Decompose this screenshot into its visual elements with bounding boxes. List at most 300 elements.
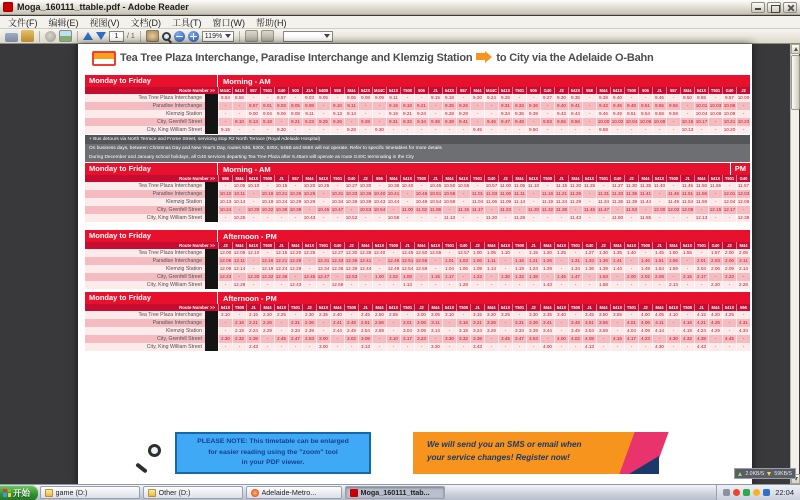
time-cell: 2.46: [344, 319, 358, 327]
time-cell: -: [680, 257, 694, 265]
taskbar-item-other[interactable]: Other (D:): [143, 486, 243, 499]
time-cell: 10.26: [289, 191, 302, 196]
route-number-cell: 541X: [428, 242, 442, 249]
time-cell: 4.20: [708, 311, 722, 319]
time-cell: -: [456, 190, 470, 198]
time-cell: 11.59: [695, 199, 708, 204]
time-cell: -: [568, 343, 582, 351]
save-icon[interactable]: [21, 30, 34, 42]
time-cell: 11.14: [513, 199, 526, 204]
scroll-up-button[interactable]: [791, 44, 800, 54]
time-cell: 2.30: [218, 335, 232, 343]
time-cell: 3.15: [470, 311, 484, 319]
route-number-cell: J1: [428, 87, 442, 94]
route-number-cell: G40: [708, 242, 722, 249]
tray-icon-2[interactable]: [733, 489, 740, 496]
time-cell: 3.38: [470, 335, 484, 343]
zone-box: [205, 311, 218, 319]
time-cell: 10.27: [345, 183, 358, 188]
time-cell: 11.38: [555, 207, 568, 212]
time-cell: 12.28: [233, 282, 246, 287]
time-cell: 3.16: [456, 319, 470, 327]
route-number-cell: M44: [330, 304, 344, 311]
time-cell: -: [736, 126, 750, 134]
taskbar-item-pdf-active[interactable]: Moga_160111_ttab...: [345, 486, 445, 499]
time-cell: 1.20: [540, 249, 554, 257]
time-cell: 2.26: [260, 319, 274, 327]
time-cell: 11.15: [457, 207, 470, 212]
time-cell: 3.46: [568, 319, 582, 327]
time-cell: 9.03: [274, 102, 288, 110]
route-number-cell: 541X: [708, 175, 722, 182]
time-cell: 10.26: [303, 191, 316, 196]
previous-view-icon[interactable]: [45, 31, 56, 42]
time-cell: 12.16: [261, 258, 274, 263]
time-cell: 12.38: [737, 215, 750, 220]
route-number-cell: M44: [512, 175, 526, 182]
time-cell: -: [568, 206, 582, 214]
time-cell: 12.47: [317, 274, 330, 279]
time-cell: 3.59: [596, 327, 610, 335]
zoom-in-button[interactable]: [188, 31, 199, 42]
network-speed-widget[interactable]: [734, 468, 796, 479]
time-cell: 9.39: [526, 110, 540, 118]
time-cell: 1.58: [596, 281, 610, 289]
time-cell: 8.54: [218, 94, 232, 102]
snapshot-icon[interactable]: [59, 30, 72, 42]
time-cell: 9.21: [414, 102, 428, 110]
time-cell: -: [456, 343, 470, 351]
time-cell: -: [484, 102, 498, 110]
menu-file[interactable]: 文件(F): [8, 17, 38, 28]
time-cell: 1.47: [568, 273, 582, 281]
time-cell: 1.50: [666, 249, 680, 257]
time-cell: -: [582, 102, 596, 110]
time-cell: -: [218, 118, 232, 126]
time-cell: -: [386, 327, 400, 335]
time-cell: 10.08: [653, 119, 666, 124]
route-number-cell: 541X: [386, 87, 400, 94]
time-cell: -: [344, 118, 358, 126]
period-label: Afternoon - PM: [223, 293, 277, 303]
time-cell: 1.00: [372, 273, 386, 281]
time-cell: -: [246, 257, 260, 265]
time-cell: 9.58: [596, 126, 610, 134]
time-cell: 12.39: [345, 266, 358, 271]
tray-icon-1[interactable]: [723, 489, 730, 496]
time-cell: 3.08: [358, 335, 372, 343]
page-number-field[interactable]: 1: [109, 31, 124, 42]
menu-window[interactable]: 窗口(W): [212, 17, 245, 28]
route-number-cell: M44: [386, 175, 400, 182]
time-cell: -: [414, 343, 428, 351]
time-cell: -: [582, 214, 596, 222]
route-number-cell: T501: [694, 242, 708, 249]
route-number-cell: 556: [372, 175, 386, 182]
route-number-row: [85, 175, 750, 182]
station-label: Klemzig Station: [165, 111, 202, 117]
time-cell: 12.02: [667, 207, 680, 212]
time-cell: -: [470, 214, 484, 222]
time-cell: -: [400, 126, 414, 134]
time-cell: 1.51: [652, 257, 666, 265]
start-button[interactable]: [0, 485, 38, 500]
time-cell: -: [442, 249, 456, 257]
magnifier-icon: [135, 444, 161, 470]
time-cell: 11.01: [471, 191, 484, 196]
zone-box: [205, 249, 218, 257]
time-cell: -: [260, 335, 274, 343]
route-number-row: [85, 242, 750, 249]
time-cell: 12.17: [723, 207, 736, 212]
time-cell: 10.44: [387, 199, 400, 204]
time-cell: -: [316, 198, 330, 206]
time-cell: -: [470, 281, 484, 289]
time-cell: 10.21: [275, 191, 288, 196]
time-cell: 11.49: [667, 199, 680, 204]
time-cell: 11.03: [485, 191, 498, 196]
time-cell: 12.09: [219, 266, 232, 271]
time-cell: 12.45: [303, 274, 316, 279]
find-input[interactable]: [283, 31, 333, 42]
time-cell: -: [330, 94, 344, 102]
hand-tool-icon[interactable]: [146, 30, 159, 42]
time-cell: -: [722, 182, 736, 190]
zone-box: [205, 110, 218, 118]
route-number-cell: M44C: [372, 87, 386, 94]
right-arrow-icon: [476, 53, 486, 60]
time-cell: 2.08: [652, 273, 666, 281]
time-cell: -: [246, 198, 260, 206]
time-cell: 3.47: [512, 335, 526, 343]
next-page-icon[interactable]: [96, 32, 106, 40]
route-number-cell: 541X: [246, 175, 260, 182]
menu-help[interactable]: 帮助(H): [256, 17, 287, 28]
time-cell: 2.06: [722, 257, 736, 265]
route-number-cell: 540B: [316, 87, 330, 94]
timetable-row: [85, 311, 750, 319]
time-cell: 4.34: [736, 327, 750, 335]
attachments-icon[interactable]: [261, 30, 274, 42]
time-cell: 2.16: [232, 319, 246, 327]
time-cell: -: [442, 281, 456, 289]
route-number-cell: 541X: [232, 87, 246, 94]
time-cell: -: [540, 182, 554, 190]
time-cell: 11.31: [597, 191, 610, 196]
tray-icon-5[interactable]: [763, 489, 770, 496]
time-cell: 2.06: [708, 265, 722, 273]
time-cell: 12.45: [401, 250, 414, 255]
adobe-reader-icon: [3, 2, 13, 12]
time-cell: 2.05: [736, 249, 750, 257]
station-label: City, Grenfell Street: [157, 274, 202, 280]
route-number-cell: 541X: [498, 87, 512, 94]
time-cell: 9.04: [260, 110, 274, 118]
taskbar-item-adelaide-metro[interactable]: Adelaide-Metro...: [246, 486, 342, 499]
time-cell: 10.30: [247, 207, 260, 212]
zoom-level-select[interactable]: [202, 31, 234, 42]
vertical-scrollbar[interactable]: [790, 44, 799, 484]
time-cell: -: [666, 118, 680, 126]
route-number-cell: 542X: [568, 87, 582, 94]
route-number-cell: M44: [442, 175, 456, 182]
time-cell: 3.51: [582, 319, 596, 327]
time-cell: -: [582, 273, 596, 281]
time-cell: -: [456, 273, 470, 281]
time-cell: 9.45: [470, 126, 484, 134]
time-cell: -: [260, 126, 274, 134]
time-cell: 9.46: [596, 110, 610, 118]
time-cell: 2.15: [246, 311, 260, 319]
previous-page-icon[interactable]: [83, 32, 93, 40]
time-cell: -: [680, 343, 694, 351]
time-cell: -: [358, 214, 372, 222]
time-cell: 9.38: [442, 118, 456, 126]
time-cell: 11.00: [401, 207, 414, 212]
time-cell: -: [428, 335, 442, 343]
time-cell: 11.36: [611, 199, 624, 204]
time-cell: -: [582, 110, 596, 118]
time-cell: 1.06: [470, 257, 484, 265]
tray-icon-3[interactable]: [743, 489, 750, 496]
time-cell: -: [414, 281, 428, 289]
time-cell: 4.15: [694, 311, 708, 319]
maximize-button[interactable]: [767, 2, 781, 13]
timetable-1: [85, 75, 750, 134]
time-cell: 12.36: [331, 266, 344, 271]
menu-view[interactable]: 视图(V): [89, 17, 120, 28]
time-cell: 12.06: [219, 258, 232, 263]
time-cell: 2.41: [330, 319, 344, 327]
time-cell: 8.57: [246, 102, 260, 110]
time-cell: 11.20: [485, 215, 498, 220]
time-cell: -: [708, 94, 722, 102]
close-button[interactable]: [783, 2, 797, 13]
time-cell: 11.24: [555, 199, 568, 204]
route-number-cell: M44: [568, 175, 582, 182]
time-cell: 10.01: [695, 103, 708, 108]
time-cell: 1.32: [512, 273, 526, 281]
time-cell: -: [218, 327, 232, 335]
zone-box: [205, 327, 218, 335]
time-cell: 10.10: [219, 191, 232, 196]
menu-tools[interactable]: 工具(T): [172, 17, 202, 28]
timetable-header: [85, 163, 750, 175]
time-cell: 10.47: [331, 207, 344, 212]
time-cell: -: [260, 182, 274, 190]
time-cell: 9.03: [302, 94, 316, 102]
time-cell: 4.21: [694, 319, 708, 327]
time-cell: -: [246, 126, 260, 134]
time-cell: 2.10: [218, 311, 232, 319]
route-number-cell: 558: [330, 87, 344, 94]
time-cell: 10.33: [345, 191, 358, 196]
station-label: Paradise Interchange: [152, 103, 202, 109]
route-number-cell: J2: [596, 242, 610, 249]
taskbar-clock[interactable]: 22:04: [775, 488, 794, 497]
time-cell: 2.40: [330, 311, 344, 319]
banner-navy-triangle: [629, 456, 659, 474]
time-cell: 4.00: [638, 311, 652, 319]
time-cell: -: [288, 214, 302, 222]
time-cell: 2.39: [302, 327, 316, 335]
time-cell: 9.46: [610, 102, 624, 110]
time-cell: 10.00: [597, 119, 610, 124]
time-cell: -: [708, 190, 722, 198]
time-cell: 11.44: [639, 199, 652, 204]
time-cell: -: [526, 94, 540, 102]
time-cell: -: [400, 94, 414, 102]
route-number-cell: T501: [316, 242, 330, 249]
zone-box: [205, 343, 218, 351]
menu-document[interactable]: 文档(D): [130, 17, 161, 28]
time-cell: -: [442, 343, 456, 351]
time-cell: 2.35: [316, 311, 330, 319]
timetable-header: [85, 292, 750, 304]
time-cell: 3.29: [484, 327, 498, 335]
time-cell: -: [316, 190, 330, 198]
time-cell: -: [680, 311, 694, 319]
route-number-cell: T501: [330, 175, 344, 182]
time-cell: 9.18: [442, 94, 456, 102]
route-number-cell: T501: [624, 304, 638, 311]
time-cell: 3.54: [582, 327, 596, 335]
time-cell: -: [470, 118, 484, 126]
route-number-cell: G40: [582, 242, 596, 249]
route-number-cell: J1: [274, 175, 288, 182]
route-number-cell: M44: [680, 87, 694, 94]
time-cell: 2.50: [372, 311, 386, 319]
time-cell: 3.43: [470, 343, 484, 351]
time-cell: 9.51: [638, 102, 652, 110]
time-cell: 1.59: [666, 265, 680, 273]
route-number-cell: T501: [288, 304, 302, 311]
time-cell: -: [260, 249, 274, 257]
route-number-cell: M44: [596, 304, 610, 311]
time-cell: 3.14: [428, 327, 442, 335]
time-cell: -: [610, 319, 624, 327]
time-cell: 11.43: [569, 215, 582, 220]
route-number-cell: M44: [484, 242, 498, 249]
time-cell: 9.28: [344, 126, 358, 134]
time-cell: 10.43: [373, 199, 386, 204]
time-cell: 3.30: [428, 343, 442, 351]
time-cell: 3.24: [470, 327, 484, 335]
time-cell: 10.15: [681, 119, 694, 124]
route-number-cell: T500: [414, 175, 428, 182]
route-number-cell: J1: [428, 175, 442, 182]
time-cell: -: [512, 206, 526, 214]
time-cell: 1.16: [512, 257, 526, 265]
route-number-cell: 500: [288, 87, 302, 94]
time-cell: 1.45: [652, 249, 666, 257]
time-cell: -: [330, 335, 344, 343]
timetable-row: [85, 265, 750, 273]
time-cell: -: [610, 126, 624, 134]
marquee-zoom-icon[interactable]: [162, 32, 171, 41]
taskbar-item-game[interactable]: game (D:): [40, 486, 140, 499]
time-cell: 12.59: [415, 266, 428, 271]
time-cell: 1.35: [610, 249, 624, 257]
time-cell: 10.56: [443, 191, 456, 196]
time-cell: -: [386, 281, 400, 289]
time-cell: 12.58: [331, 282, 344, 287]
time-cell: 11.11: [512, 190, 526, 198]
time-cell: -: [722, 319, 736, 327]
menu-edit[interactable]: 编辑(E): [48, 17, 79, 28]
time-cell: -: [414, 126, 428, 134]
station-label: Paradise Interchange: [152, 258, 202, 264]
time-cell: 1.25: [554, 249, 568, 257]
minimize-button[interactable]: [751, 2, 765, 13]
time-cell: 9.55: [694, 94, 708, 102]
time-cell: 9.30: [554, 94, 568, 102]
station-label: City, Grenfell Street: [157, 336, 202, 342]
time-cell: 10.30: [359, 183, 372, 188]
time-cell: -: [372, 182, 386, 190]
time-cell: 2.24: [246, 327, 260, 335]
time-cell: 2.13: [666, 281, 680, 289]
time-cell: -: [708, 126, 722, 134]
timetable-row: [85, 343, 750, 351]
scrollbar-thumb[interactable]: [791, 55, 800, 110]
time-cell: -: [246, 214, 260, 222]
zone-box: [205, 206, 218, 214]
time-cell: 2.00: [722, 249, 736, 257]
time-cell: -: [652, 214, 666, 222]
time-cell: 10.41: [387, 191, 400, 196]
time-cell: 1.03: [456, 257, 470, 265]
print-icon[interactable]: [5, 30, 18, 42]
route-number-cell: 557: [246, 87, 260, 94]
time-cell: -: [386, 343, 400, 351]
route-number-row: [85, 304, 750, 311]
route-number-cell: T500: [568, 304, 582, 311]
rotate-icon[interactable]: [245, 30, 258, 42]
time-cell: -: [400, 198, 414, 206]
time-cell: -: [358, 281, 372, 289]
time-cell: -: [610, 327, 624, 335]
title-post: to City via the Adelaide O-Bahn: [496, 52, 654, 64]
time-cell: 4.05: [652, 311, 666, 319]
time-cell: -: [666, 214, 680, 222]
time-cell: 2.19: [232, 327, 246, 335]
time-cell: 9.24: [414, 110, 428, 118]
route-number-cell: G40: [456, 242, 470, 249]
time-cell: -: [596, 182, 610, 190]
time-cell: 2.36: [302, 319, 316, 327]
zoom-out-button[interactable]: [174, 31, 185, 42]
time-cell: -: [218, 214, 232, 222]
time-cell: 2.31: [288, 319, 302, 327]
timetable-row: [85, 281, 750, 289]
route-number-cell: T501: [400, 304, 414, 311]
time-cell: 11.36: [625, 191, 638, 196]
time-cell: 2.09: [722, 265, 736, 273]
time-cell: 10.58: [387, 215, 400, 220]
timetable-row: [85, 257, 750, 265]
tray-icon-4[interactable]: [753, 489, 760, 496]
time-cell: 2.34: [288, 327, 302, 335]
route-number-cell: 557: [288, 175, 302, 182]
time-cell: 11.35: [639, 183, 652, 188]
time-cell: -: [232, 110, 246, 118]
time-cell: -: [540, 110, 554, 118]
time-cell: 9.41: [568, 102, 582, 110]
time-cell: -: [302, 206, 316, 214]
time-cell: -: [274, 214, 288, 222]
upload-speed: 2.0KB/S: [745, 470, 765, 477]
